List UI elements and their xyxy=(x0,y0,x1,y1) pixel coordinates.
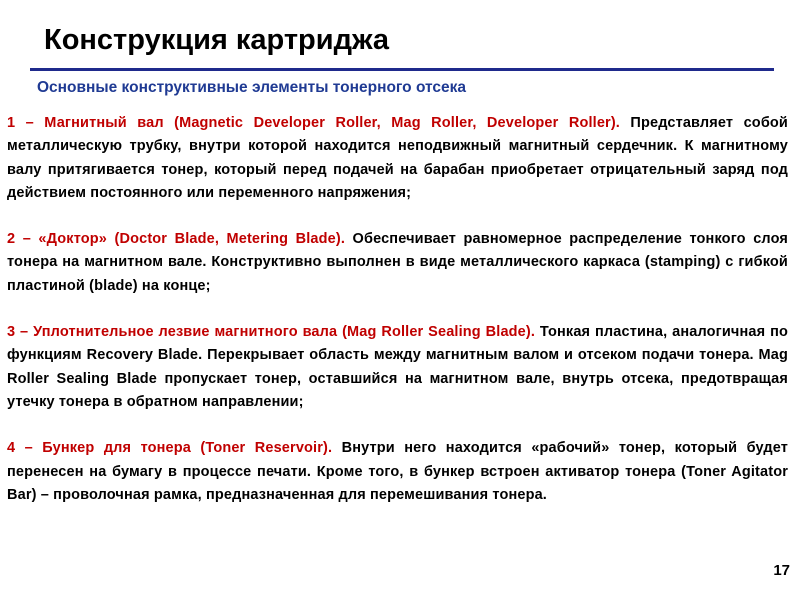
paragraph-lead: 4 – Бункер для тонера (Toner Reservoir). xyxy=(7,440,333,457)
paragraph-toner-reservoir xyxy=(7,437,788,507)
paragraph-text: Обеспечивает равномерное распределение тонкого слоя тонера на магнитном вале. Конструктивно выполнен в виде металлического каркаса (stamping) с гибкой пластиной (blade) на конце; xyxy=(7,231,789,294)
paragraph-lead: 1 – Магнитный вал (Magnetic Developer Roller, Mag Roller, Developer Roller). xyxy=(7,115,620,131)
paragraph-text: Внутри него находится «рабочий» тонер, который будет перенесен на бумагу в процессе печати. Кроме того, в бункер встроен активатор тонера (Toner Agitator Bar) – проволочная рамка, предназначенная для перемешивания тонера. xyxy=(7,440,788,503)
title-divider xyxy=(30,68,774,71)
slide-subtitle: Основные конструктивные элементы тонерного отсека xyxy=(37,79,467,96)
paragraph-lead: 2 – «Доктор» (Doctor Blade, Metering Blade). xyxy=(7,231,346,248)
content-body xyxy=(7,112,788,530)
paragraph-doctor-blade xyxy=(7,228,788,298)
paragraph-text: Представляет собой металлическую трубку, внутри которой находится неподвижный магнитный сердечник. К магнитному валу притягивается тонер, который перед подачей на барабан приобретает отрицательный заряд под действием постоянного или переменного напряжения; xyxy=(7,115,788,201)
slide-title: Конструкция картриджа xyxy=(44,24,390,56)
page-number: 17 xyxy=(773,562,790,579)
paragraph-magnetic-roller xyxy=(7,112,788,205)
paragraph-lead: 3 – Уплотнительное лезвие магнитного вала (Mag Roller Sealing Blade). xyxy=(7,324,536,341)
paragraph-sealing-blade xyxy=(7,321,788,414)
paragraph-text: Тонкая пластина, аналогичная по функциям Recovery Blade. Перекрывает область между магнитным валом и отсеком подачи тонера. Mag Roller Sealing Blade пропускает тонер, оставшийся на магнитном вале, внутрь отсека, предотвращая утечку тонера в обратном направлении; xyxy=(7,324,788,410)
